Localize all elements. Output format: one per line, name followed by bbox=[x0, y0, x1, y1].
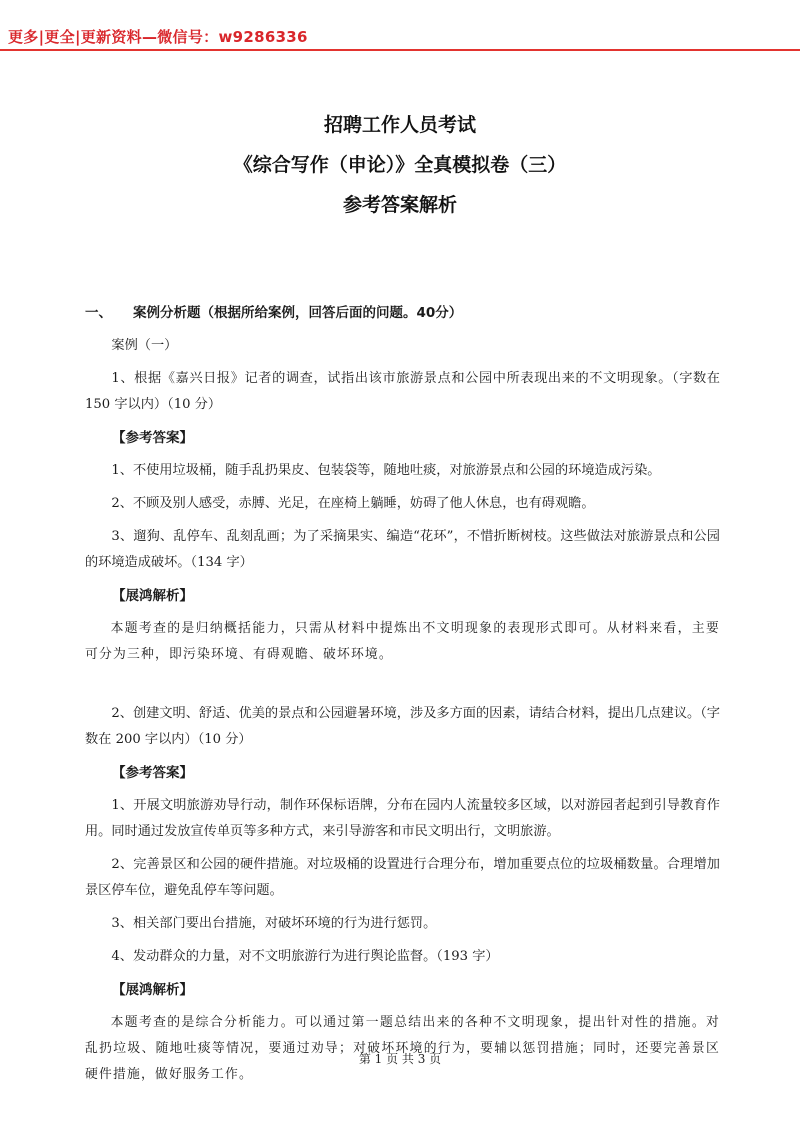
q1-answer-item: 3、遛狗、乱停车、乱刻乱画；为了采摘果实、编造“花环”，不惜折断树枝。这些做法对旅游景点和公园的环境造成破坏。（134 字） bbox=[85, 529, 720, 570]
q1-answer-item: 2、不顾及别人感受，赤膊、光足，在座椅上躺睡，妨碍了他人休息，也有碍观瞻。 bbox=[111, 496, 595, 511]
section-number: 一、 bbox=[85, 305, 112, 321]
spacer bbox=[85, 675, 720, 701]
case-label: 案例（一） bbox=[111, 338, 178, 353]
q2-answer-item: 4、发动群众的力量，对不文明旅游行为进行舆论监督。（193 字） bbox=[111, 949, 499, 964]
q1-answer-heading: 【参考答案】 bbox=[112, 430, 193, 446]
paper-title: 《综合写作（申论）》全真模拟卷（三） bbox=[233, 154, 567, 176]
q2-answer-item: 3、相关部门要出台措施，对破坏环境的行为进行惩罚。 bbox=[111, 916, 437, 931]
document-title-block bbox=[0, 105, 800, 225]
q2-answer-item: 2、完善景区和公园的硬件措施。对垃圾桶的设置进行合理分布，增加重要点位的垃圾桶数量。合理增加景区停车位，避免乱停车等问题。 bbox=[85, 857, 720, 898]
q2-analysis: 本题考查的是综合分析能力。可以通过第一题总结出来的各种不文明现象，提出针对性的措施。对乱扔垃圾、随地吐痰等情况，要通过劝导；对破坏环境的行为，要辅以惩罚措施；同时，还要完善景区硬件措施，做好服务工作。 bbox=[85, 1015, 720, 1082]
section-title: 案例分析题（根据所给案例，回答后面的问题。40分） bbox=[133, 305, 463, 321]
header-divider bbox=[0, 49, 800, 51]
section-heading bbox=[85, 300, 720, 326]
question-2: 2、创建文明、舒适、优美的景点和公园避暑环境，涉及多方面的因素，请结合材料，提出几点建议。（字数在 200 字以内）（10 分） bbox=[85, 706, 720, 747]
document-body bbox=[85, 300, 720, 1095]
header-banner: 更多|更全|更新资料—微信号：w9286336 bbox=[8, 28, 308, 46]
answer-title: 参考答案解析 bbox=[342, 194, 457, 216]
question-1: 1、根据《嘉兴日报》记者的调查，试指出该市旅游景点和公园中所表现出来的不文明现象。（字数在 150 字以内）（10 分） bbox=[85, 371, 720, 412]
q1-analysis-heading: 【展鸿解析】 bbox=[112, 588, 193, 604]
exam-title: 招聘工作人员考试 bbox=[323, 114, 476, 136]
page-footer: 第 1 页 共 3 页 bbox=[358, 1052, 442, 1066]
q1-answer-item: 1、不使用垃圾桶，随手乱扔果皮、包装袋等，随地吐痰，对旅游景点和公园的环境造成污染。 bbox=[111, 463, 661, 478]
q1-analysis: 本题考查的是归纳概括能力，只需从材料中提炼出不文明现象的表现形式即可。从材料来看，主要可分为三种，即污染环境、有碍观瞻、破坏环境。 bbox=[85, 621, 720, 662]
q2-analysis-heading: 【展鸿解析】 bbox=[112, 982, 193, 998]
q2-answer-item: 1、开展文明旅游劝导行动，制作环保标语牌，分布在园内人流量较多区域，以对游园者起到引导教育作用。同时通过发放宣传单页等多种方式，来引导游客和市民文明出行，文明旅游。 bbox=[85, 798, 720, 839]
q2-answer-heading: 【参考答案】 bbox=[112, 765, 193, 781]
